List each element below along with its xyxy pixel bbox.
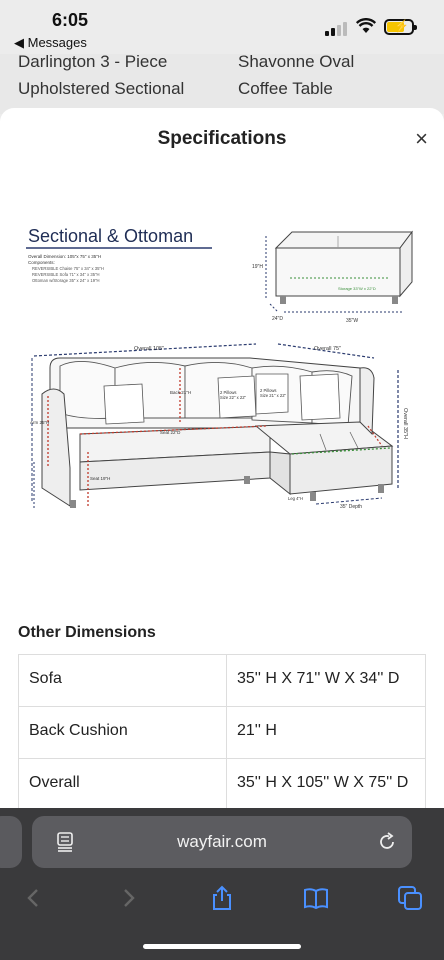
table-row (18, 759, 426, 811)
product-title-sectional[interactable]: Darlington 3 - Piece Upholstered Sectional (18, 52, 185, 98)
ottoman-height-label: 19"H (252, 264, 263, 270)
bookmarks-icon[interactable] (302, 884, 330, 912)
cellular-signal-icon (325, 22, 347, 36)
spec-label: Back Cushion (19, 707, 227, 758)
leg-height-label: Leg 4"H (288, 496, 303, 501)
previous-tab-preview[interactable] (0, 816, 22, 868)
pillow-size-label-1: 2 Pillows Size 22" x 22" (220, 390, 247, 401)
status-bar (0, 0, 444, 54)
reload-icon[interactable] (376, 831, 398, 853)
home-indicator (143, 944, 301, 949)
clock: 6:05 (52, 10, 89, 30)
component-ottoman: Ottoman w/Storage 35" x 24" x 19"H (32, 278, 100, 283)
spec-label: Sofa (19, 655, 227, 706)
back-to-messages[interactable]: ◀ Messages (14, 35, 87, 50)
chaise-depth-label: 35" Depth (340, 504, 363, 510)
spec-value: 21'' H (237, 722, 277, 739)
bottom-toolbar (0, 878, 444, 918)
back-label: Messages (27, 35, 87, 50)
specifications-sheet (0, 108, 444, 818)
components-label: Components: (28, 260, 55, 265)
ottoman-width-label: 35"W (346, 318, 359, 324)
pillow-size-label-2: 2 Pillows Size 21" x 22" (260, 388, 287, 399)
diagram-heading: Sectional & Ottoman (28, 226, 194, 246)
browser-toolbar (0, 808, 444, 960)
close-icon[interactable]: × (415, 126, 428, 151)
ottoman-depth-label: 24"D (272, 316, 283, 322)
spec-value: 35'' H X 71'' W X 34'' D (237, 670, 400, 687)
overall-105-label: Overall 105" (134, 346, 165, 352)
spec-label: Overall (19, 759, 227, 810)
sectional-drawing (32, 344, 398, 508)
arm-height-label: Arm 25"H (30, 420, 50, 425)
back-arrow-icon[interactable] (20, 884, 48, 912)
ottoman-drawing (266, 232, 412, 312)
product-title-coffee-table[interactable]: Shavonne Oval Coffee Table (238, 52, 355, 98)
back-height-label: Back 21"H (170, 390, 192, 395)
table-row (18, 707, 426, 759)
component-sofa: REVERSIBLE Sofa 71" x 34" x 35"H (32, 272, 100, 277)
component-chaise: REVERSIBLE Chaise 75" x 34" x 35"H (32, 266, 104, 271)
seat-height-label: Seat 19"H (90, 476, 111, 481)
battery-icon: ⚡ (384, 19, 414, 35)
url-text: wayfair.com (177, 832, 267, 851)
seat-depth-label: Seat 22"D (160, 430, 181, 435)
tabs-icon[interactable] (396, 884, 424, 912)
address-bar[interactable] (32, 816, 412, 868)
storage-label: Storage 33"W x 22"D (338, 286, 376, 291)
background-product-list (0, 54, 444, 114)
spec-table (18, 654, 426, 811)
sectional-diagram (20, 208, 424, 638)
sheet-title: Specifications (157, 128, 287, 149)
wifi-icon (356, 18, 376, 34)
table-row (18, 655, 426, 707)
share-icon[interactable] (208, 884, 236, 912)
overall-dimension-text: Overall Dimension: 105"x 75" x 35"H (28, 254, 102, 259)
forward-arrow-icon[interactable] (114, 884, 142, 912)
overall-35h-label: Overall 35"H (402, 408, 408, 439)
overall-75-label: Overall 75" (314, 346, 342, 352)
other-dimensions-heading: Other Dimensions (18, 624, 156, 641)
spec-value: 35'' H X 105'' W X 75'' D (237, 774, 409, 791)
